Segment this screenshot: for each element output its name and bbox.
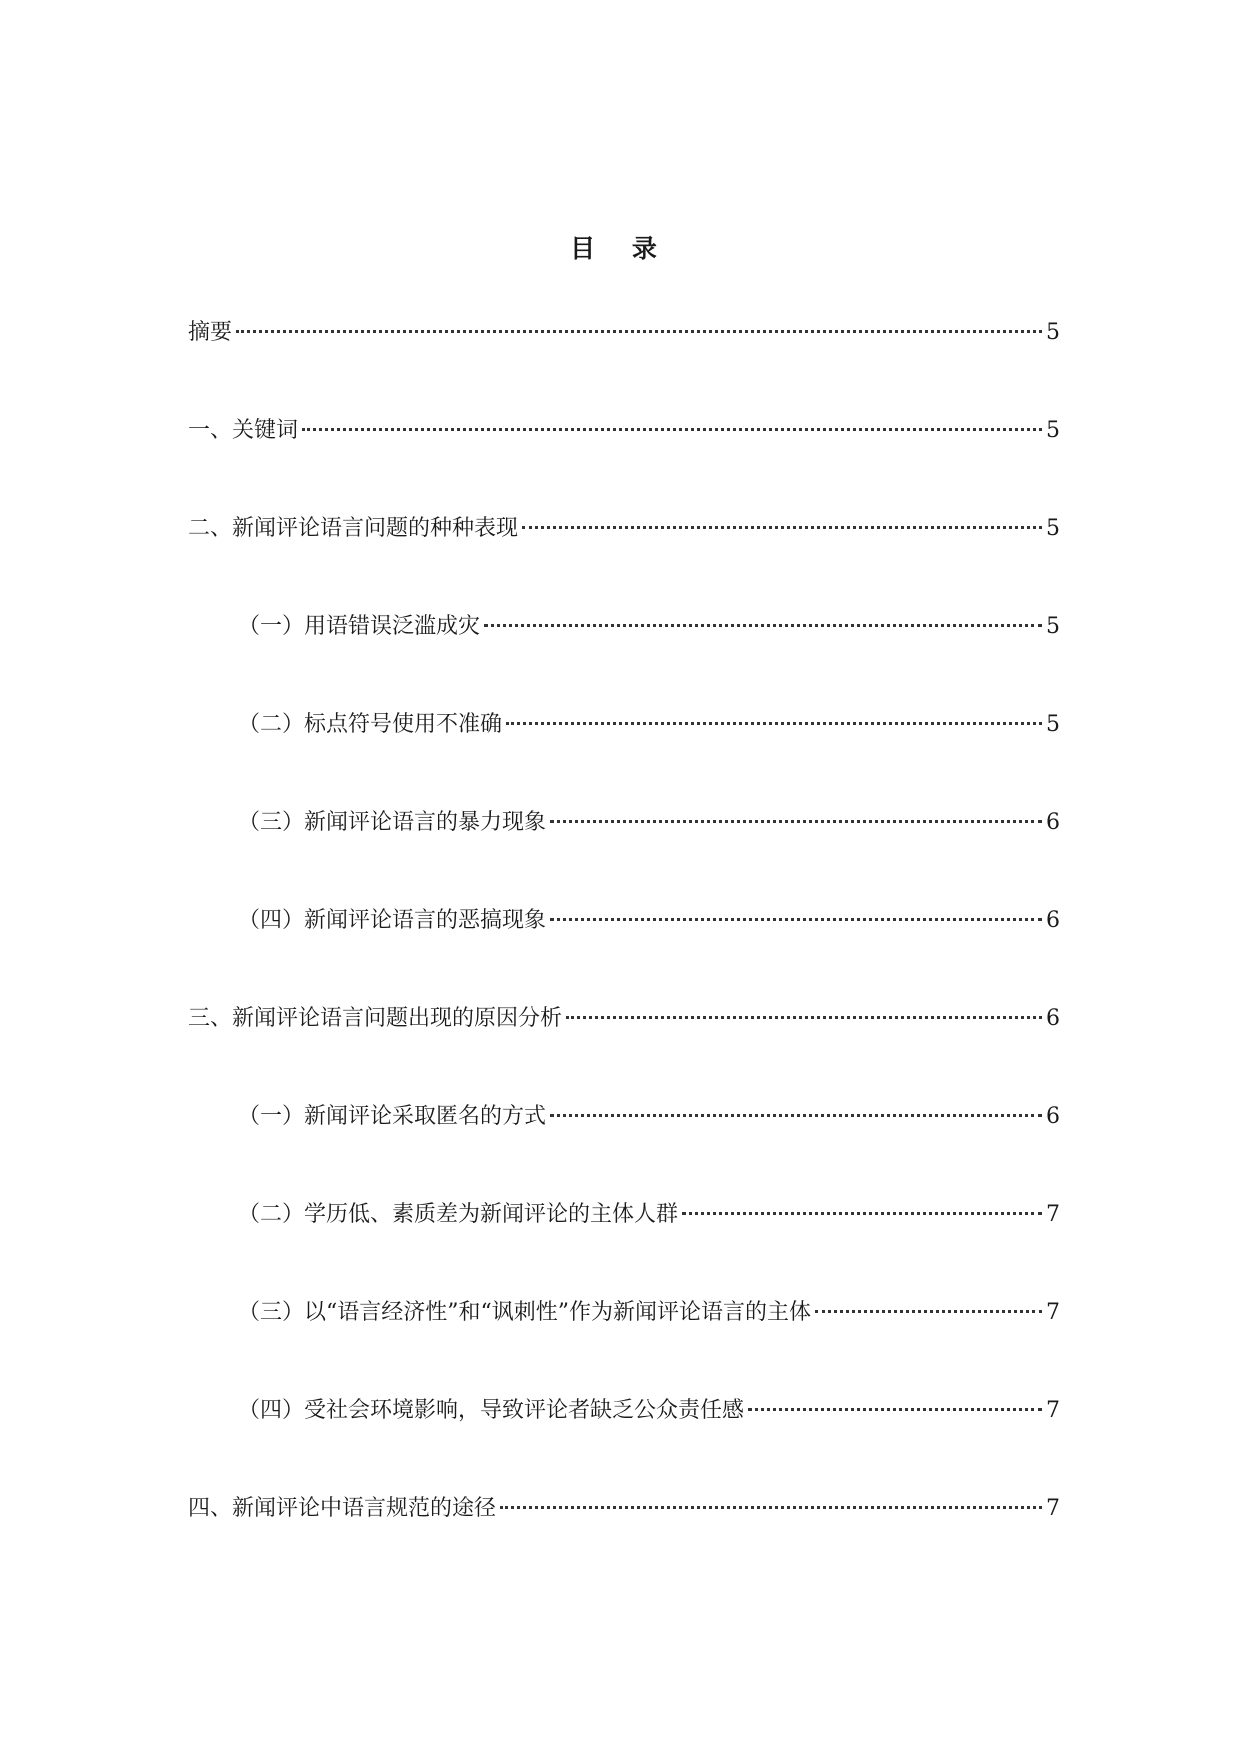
dot-leader: [500, 1506, 1042, 1509]
dot-leader: [302, 428, 1042, 431]
toc-entry-section-2-1[interactable]: [188, 610, 1060, 708]
toc-page-number: 5: [1046, 516, 1060, 541]
toc-entry-label: （二）标点符号使用不准确: [238, 712, 503, 737]
toc-entry-section-2-3[interactable]: [188, 806, 1060, 904]
toc-entry-label: 四、新闻评论中语言规范的途径: [188, 1496, 497, 1521]
toc-entry-section-3-2[interactable]: [188, 1198, 1060, 1296]
toc-entry-abstract[interactable]: [188, 316, 1060, 414]
dot-leader: [550, 918, 1042, 921]
dot-leader: [550, 820, 1042, 823]
toc-entry-label: （四）受社会环境影响，导致评论者缺乏公众责任感: [238, 1398, 745, 1423]
dot-leader: [522, 526, 1042, 529]
toc-entry-section-3-4[interactable]: [188, 1394, 1060, 1492]
dot-leader: [236, 330, 1042, 333]
toc-entry-label: （三）以“语言经济性”和“讽刺性”作为新闻评论语言的主体: [238, 1300, 811, 1325]
toc-page-number: 7: [1046, 1300, 1060, 1325]
toc-entry-label: （一）用语错误泛滥成灾: [238, 614, 481, 639]
toc-entry-keywords[interactable]: [188, 414, 1060, 512]
table-of-contents: [188, 316, 1060, 1590]
dot-leader: [484, 624, 1042, 627]
toc-page-number: 6: [1046, 810, 1060, 835]
toc-page-number: 5: [1046, 614, 1060, 639]
dot-leader: [566, 1016, 1042, 1019]
toc-entry-section-3[interactable]: [188, 1002, 1060, 1100]
toc-entry-label: （一）新闻评论采取匿名的方式: [238, 1104, 547, 1129]
dot-leader: [815, 1310, 1042, 1313]
dot-leader: [506, 722, 1042, 725]
toc-entry-label: 一、关键词: [188, 418, 299, 443]
toc-entry-section-3-1[interactable]: [188, 1100, 1060, 1198]
toc-entry-section-2-2[interactable]: [188, 708, 1060, 806]
toc-entry-section-4[interactable]: [188, 1492, 1060, 1590]
toc-title: 目 录: [570, 234, 671, 263]
dot-leader: [748, 1408, 1042, 1411]
toc-page-number: 7: [1046, 1202, 1060, 1227]
toc-entry-label: （三）新闻评论语言的暴力现象: [238, 810, 547, 835]
toc-page-number: 5: [1046, 712, 1060, 737]
toc-entry-section-2[interactable]: [188, 512, 1060, 610]
dot-leader: [550, 1114, 1042, 1117]
toc-entry-label: 摘要: [188, 320, 233, 345]
toc-entry-label: 二、新闻评论语言问题的种种表现: [188, 516, 519, 541]
toc-page-number: 6: [1046, 1104, 1060, 1129]
toc-page-number: 5: [1046, 320, 1060, 345]
toc-page-number: 6: [1046, 1006, 1060, 1031]
toc-entry-label: （二）学历低、素质差为新闻评论的主体人群: [238, 1202, 679, 1227]
toc-entry-label: （四）新闻评论语言的恶搞现象: [238, 908, 547, 933]
dot-leader: [682, 1212, 1042, 1215]
toc-page-number: 6: [1046, 908, 1060, 933]
toc-page-number: 5: [1046, 418, 1060, 443]
toc-entry-section-3-3[interactable]: [188, 1296, 1060, 1394]
toc-page-number: 7: [1046, 1398, 1060, 1423]
toc-entry-label: 三、新闻评论语言问题出现的原因分析: [188, 1006, 563, 1031]
toc-entry-section-2-4[interactable]: [188, 904, 1060, 1002]
toc-page-number: 7: [1046, 1496, 1060, 1521]
